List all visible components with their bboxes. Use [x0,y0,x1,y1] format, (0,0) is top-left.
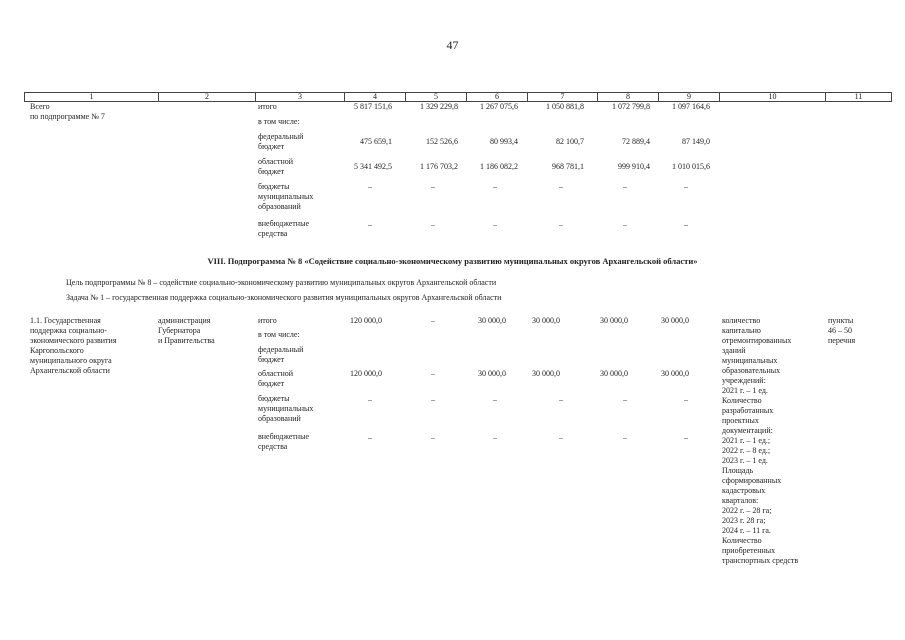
col-header-2: 2 [159,93,256,102]
b2-row0-val4: 120 000,0 [350,316,382,325]
col-header-6: 6 [467,93,528,102]
indicator-line: документаций: [722,426,773,435]
b1-row4-val4: – [368,182,372,191]
b2-row3-val9: 30 000,0 [661,369,689,378]
b2-row2-l1: федеральный [258,345,304,354]
indicator-line: образовательных [722,366,781,375]
b2-row4-val9: – [684,395,688,404]
b2-row0-val8: 30 000,0 [600,316,628,325]
b1-row5-val8: – [623,220,627,229]
b1-row3-val6: 1 186 082,2 [480,162,518,171]
b1-row5-val9: – [684,220,688,229]
b2-row5-val9: – [684,433,688,442]
col-header-5: 5 [406,93,467,102]
b2-row4-l3: образований [258,414,301,423]
total-label: Всего [30,102,50,111]
executor-l2: Губернатора [158,326,201,335]
indicator-line: капитально [722,326,761,335]
b1-row0-val9: 1 097 164,6 [672,102,710,111]
b1-row0-val7: 1 050 881,8 [546,102,584,111]
indicator-line: муниципальных [722,356,778,365]
b2-row0-val6: 30 000,0 [478,316,506,325]
b2-row4-val7: – [559,395,563,404]
b1-row3-val7: 968 781,1 [552,162,584,171]
reference-line: 46 – 50 [828,326,852,335]
subprogram-goal: Цель подпрограммы № 8 – содействие социально-экономическому развитию муниципальных округов Архангельской области [66,278,497,287]
col-header-10: 10 [720,93,826,102]
measure-name-l3: экономического развития [30,336,117,345]
b2-row0-l1: итого [258,316,277,325]
reference-line: перечня [828,336,856,345]
b1-row1-l1: в том числе: [258,117,300,126]
indicator-line: разработанных [722,406,774,415]
b1-row4-val5: – [431,182,435,191]
b2-row0-val7: 30 000,0 [532,316,560,325]
page-number: 47 [446,38,459,52]
col-header-3: 3 [256,93,345,102]
b1-row3-val5: 1 176 703,2 [420,162,458,171]
indicator-line: Площадь [722,466,754,475]
col-header-4: 4 [345,93,406,102]
b1-row4-val7: – [559,182,563,191]
col-header-8: 8 [598,93,659,102]
b1-row5-l2: средства [258,229,288,238]
b1-row3-val4: 5 341 492,5 [354,162,392,171]
b1-row5-val7: – [559,220,563,229]
b1-row2-val8: 72 889,4 [622,137,650,146]
b1-row0-l1: итого [258,102,277,111]
b1-row4-val8: – [623,182,627,191]
indicator-line: зданий [722,346,746,355]
b2-row4-val6: – [493,395,497,404]
b2-row3-val5: – [431,369,435,378]
indicator-line: транспортных средств [722,556,799,565]
indicator-line: количество [722,316,761,325]
indicator-line: Количество [722,536,762,545]
b2-row5-val8: – [623,433,627,442]
indicator-line: 2022 г. – 28 га; [722,506,772,515]
b1-row2-val9: 87 149,0 [682,137,710,146]
b2-row5-val5: – [431,433,435,442]
b1-row3-val8: 999 910,4 [618,162,650,171]
b1-row2-val4: 475 659,1 [360,137,392,146]
b2-row0-val9: 30 000,0 [661,316,689,325]
column-header-row [24,92,892,102]
b2-row4-val5: – [431,395,435,404]
indicator-line: Количество [722,396,762,405]
b2-row5-l1: внебюджетные [258,432,309,441]
col-header-7: 7 [528,93,598,102]
reference-line: пункты [828,316,854,325]
indicator-line: отремонтированных [722,336,792,345]
b1-row4-val6: – [493,182,497,191]
b1-row0-val6: 1 267 075,6 [480,102,518,111]
b2-row0-val5: – [431,316,435,325]
b1-row3-l2: бюджет [258,167,285,176]
b1-row4-l1: бюджеты [258,182,290,191]
subprogram-task: Задача № 1 – государственная поддержка социально-экономического развития муниципальных округов Архангельской области [66,293,502,302]
indicator-line: кадастровых [722,486,766,495]
b1-row5-val5: – [431,220,435,229]
b2-row3-l1: областной [258,369,294,378]
b2-row1-l1: в том числе: [258,330,300,339]
b2-row3-l2: бюджет [258,379,285,388]
b1-row5-l1: внебюджетные [258,219,309,228]
b1-row2-val6: 80 993,4 [490,137,518,146]
executor-l3: и Правительства [158,336,215,345]
b1-row3-val9: 1 010 015,6 [672,162,710,171]
measure-name-l1: 1.1. Государственная [30,316,101,325]
indicator-line: 2023 г. – 1 ед. [722,456,768,465]
b1-row2-l2: бюджет [258,142,285,151]
b1-row5-val4: – [368,220,372,229]
indicator-line: сформированных [722,476,782,485]
measure-name-l4: Каргопольского [30,346,84,355]
b1-row2-val5: 152 526,6 [426,137,458,146]
b1-row4-val9: – [684,182,688,191]
b2-row4-l2: муниципальных [258,404,314,413]
b2-row4-val8: – [623,395,627,404]
b1-row4-l3: образований [258,202,301,211]
b2-row3-val7: 30 000,0 [532,369,560,378]
measure-name-l5: муниципального округа [30,356,112,365]
b1-row2-val7: 82 100,7 [556,137,584,146]
b2-row3-val6: 30 000,0 [478,369,506,378]
b2-row3-val4: 120 000,0 [350,369,382,378]
b1-row2-l1: федеральный [258,132,304,141]
measure-name-l2: поддержка социально- [30,326,107,335]
col-header-1: 1 [25,93,159,102]
indicator-line: 2022 г. – 8 ед.; [722,446,771,455]
measure-name-l6: Архангельской области [30,366,110,375]
b1-row4-l2: муниципальных [258,192,314,201]
b1-row0-val4: 5 817 151,6 [354,102,392,111]
section-title: VIII. Подпрограмма № 8 «Содействие социально-экономическому развитию муниципальных округов Архангельской области» [207,256,698,266]
indicator-line: 2023 г. 28 га; [722,516,766,525]
b2-row3-val8: 30 000,0 [600,369,628,378]
indicator-line: учреждений: [722,376,766,385]
indicator-line: 2021 г. – 1 ед.; [722,436,771,445]
b2-row5-val6: – [493,433,497,442]
b1-row0-val8: 1 072 799,8 [612,102,650,111]
b1-row5-val6: – [493,220,497,229]
executor-l1: администрация [158,316,211,325]
indicator-line: 2021 г. – 1 ед. [722,386,768,395]
indicator-line: приобретенных [722,546,776,555]
b2-row5-l2: средства [258,442,288,451]
b2-row2-l2: бюджет [258,355,285,364]
b2-row4-val4: – [368,395,372,404]
total-label-subprogram: по подпрограмме № 7 [30,112,105,121]
indicator-line: кварталов: [722,496,759,505]
b1-row0-val5: 1 329 229,8 [420,102,458,111]
col-header-11: 11 [826,93,892,102]
indicator-line: 2024 г. – 11 га. [722,526,771,535]
b1-row3-l1: областной [258,157,294,166]
b2-row4-l1: бюджеты [258,394,290,403]
b2-row5-val7: – [559,433,563,442]
b2-row5-val4: – [368,433,372,442]
indicator-line: проектных [722,416,759,425]
col-header-9: 9 [659,93,720,102]
